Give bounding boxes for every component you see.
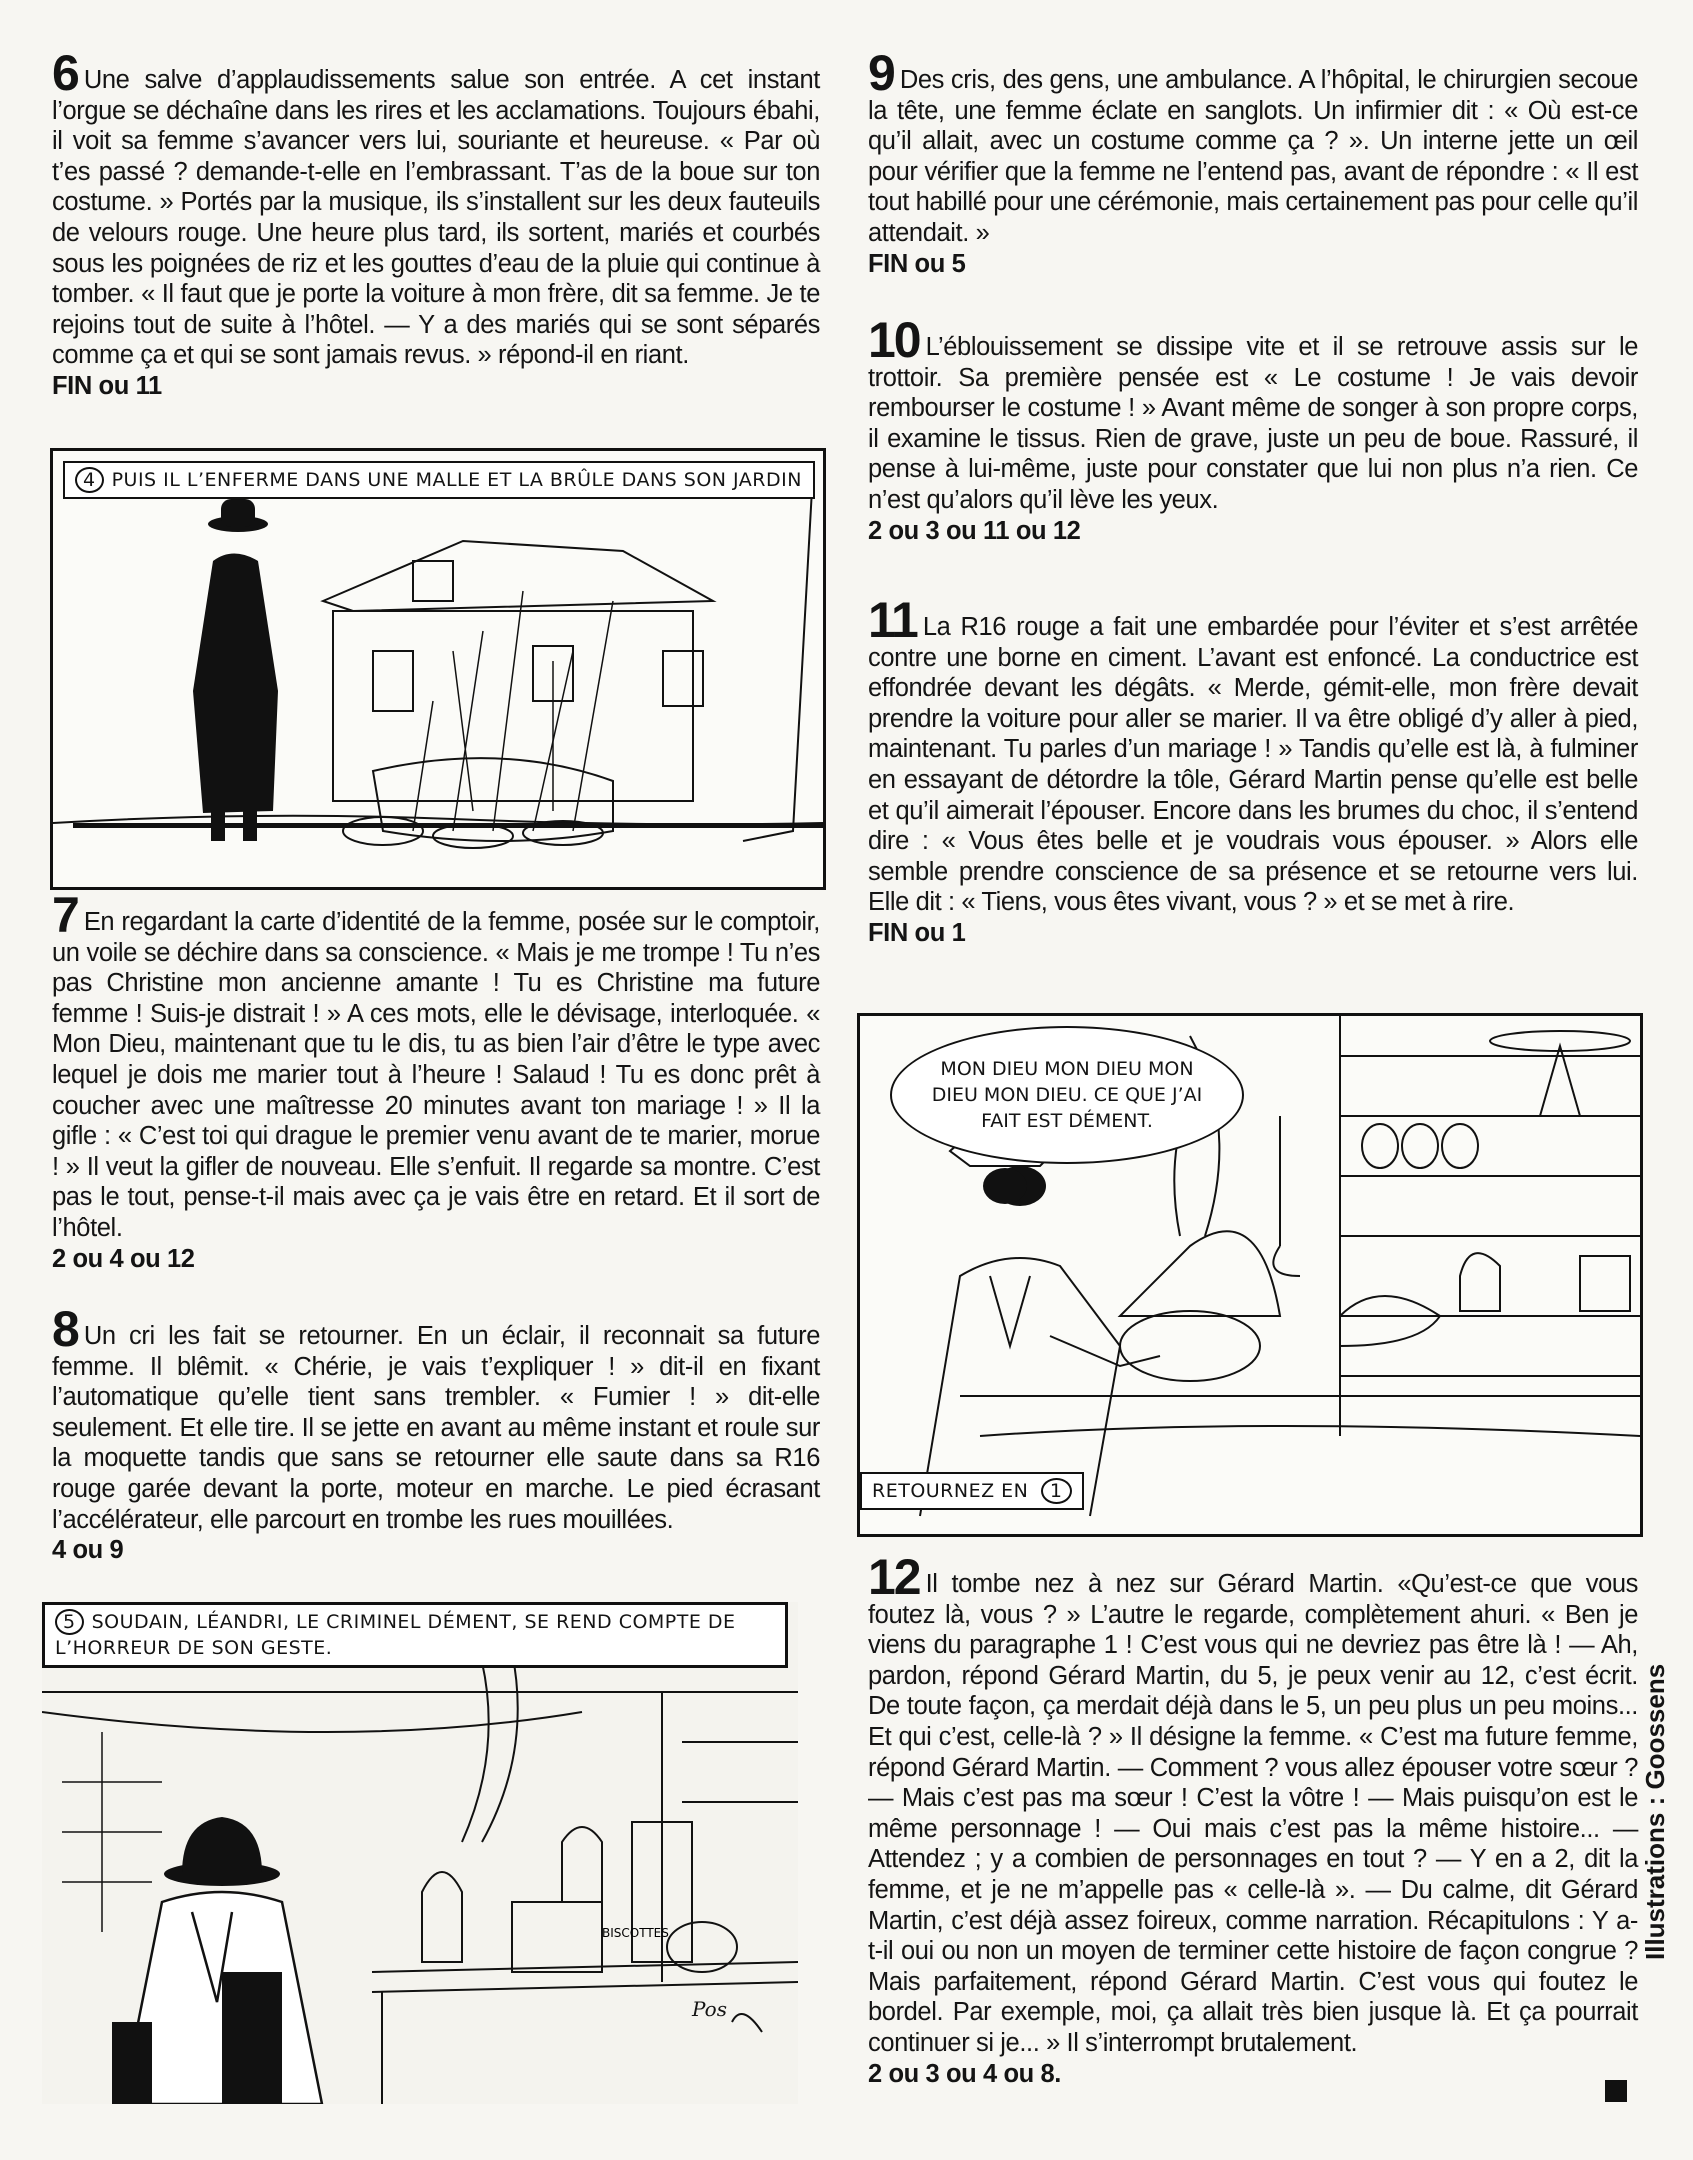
- paragraph-number: 6: [52, 45, 78, 101]
- kitchen-despair-illustration: [42, 1602, 798, 2104]
- choice-links[interactable]: FIN ou 1: [868, 918, 966, 947]
- paragraph-number: 10: [868, 312, 920, 368]
- paragraph-text: En regardant la carte d’identité de la femme, posée sur le comptoir, un voile se déchire dans sa conscience. « Mais je me trompe ! Tu n’es pas Christine mon ancienne amante ! Tu es Christine ma future femme ! Suis-je distrait ! » A ces mots, elle le dévisage, interloquée. « Mon Dieu, maintenant que tu le dis, tu as bien l’air d’être le type avec lequel je dois me marier tout à l’heure ! Salaud ! Tu es donc prêt à coucher avec une maîtresse 20 minutes avant ton mariage ! » Il la gifle : « C’est toi qui drague le premier venu avant de te marier, morue ! » Il veut la gifler de nouveau. Elle s’enfuit. Il regarde sa montre. C’est pas le tout, pense-t-il mais avec ça je vais être en retard. Et il sort de l’hôtel.: [52, 908, 820, 1242]
- paragraph-10: [868, 312, 1638, 546]
- paragraph-11: [868, 592, 1638, 949]
- paragraph-number: 8: [52, 1301, 78, 1357]
- paragraph-text: Des cris, des gens, une ambulance. A l’hôpital, le chirurgien secoue la tête, une femme éclate en sanglots. Un infirmier dit : « Où est-ce qu’il allait, avec un costume comme ça ? ». Un interne jette un œil pour vérifier que la femme ne l’entend pas, avant de répondre : « Il est tout habillé pour une cérémonie, mais certainement pas pour celle qu’il attendait. »: [868, 66, 1638, 247]
- paragraph-text: L’éblouissement se dissipe vite et il se retrouve assis sur le trottoir. Sa première pensée est « Le costume ! Je vais devoir rembourser le costume ! » Avant même de songer à son propre corps, il examine le tissus. Rien de grave, juste un peu de boue. Rassuré, il pense à lui-même, juste pour constater que lui non plus n’a rien. Ce n’est qu’alors qu’il lève les yeux.: [868, 333, 1638, 514]
- paragraph-text: La R16 rouge a fait une embardée pour l’éviter et s’est arrêtée contre une borne en ciment. L’avant est enfoncé. La conductrice est effondrée devant les dégâts. « Merde, gémit-elle, mon frère devait prendre la voiture pour aller se marier. Il va être obligé d’y aller à pied, maintenant. Tu parles d’un mariage ! » Tandis qu’elle est là, à fulminer en essayant de détordre la tôle, Gérard Martin pense qu’elle est belle et qu’il aimerait l’épouser. Encore dans les brumes du choc, il s’entend dire : « Vous êtes belle et je voudrais vous épouser. » Alors elle semble prendre conscience de sa présence et se retourne vers lui. Elle dit : « Tiens, vous êtes vivant, vous ? » et se met à rire.: [868, 613, 1638, 917]
- panel-caption: [42, 1602, 788, 1668]
- choice-links[interactable]: 4 ou 9: [52, 1536, 124, 1565]
- choice-links[interactable]: FIN ou 5: [868, 249, 966, 278]
- paragraph-text: Une salve d’applaudissements salue son entrée. A cet instant l’orgue se déchaîne dans les rires et les acclamations. Toujours ébahi, il voit sa femme s’avancer vers lui, souriante et heureuse. « Par où t’es passé ? demande-t-elle en l’embrassant. T’as de la boue sur ton costume. » Portés par la musique, ils s’installent sur les deux fauteuils de velours rouge. Une heure plus tard, ils sortent, mariés et courbés sous les poignées de riz et les gouttes d’eau de la pluie qui continue à tomber. « Il faut que je porte la voiture à mon frère, dit sa femme. Je te rejoins tout de suite à l’hôtel. — Y a des mariés qui se sont séparés comme ça et qui se sont jamais revus. » répond-il en riant.: [52, 66, 820, 370]
- paragraph-7: [52, 887, 820, 1274]
- paragraph-text: Il tombe nez à nez sur Gérard Martin. «Qu’est-ce que vous foutez là, vous ? » L’autre le regarde, complètement ahuri. « Ben je viens du paragraphe 1 ! C’est vous qui ne devriez pas être là ! — Ah, pardon, répond Gérard Martin, du 5, je peux venir au 12, c’est écrit. De toute façon, ça merdait déjà dans le 5, un peu plus un peu moins... Et qui c’est, celle-là ? » Il désigne la femme. « C’est ma future femme, répond Gérard Martin. — Comment ? vous allez épouser votre sœur ? — Mais c’est pas ma sœur ! C’est la vôtre ! — Mais puisqu’on est le même personnage ! — Oui mais c’est pas la même histoire... — Attendez ; y a combien de personnages en tout ? — Y en a 2, dit la femme, et je ne m’appelle pas « celle-là ». — Du calme, dit Gérard Martin, c’est déjà assez foireux, comme narration. Récapitulons : Y a-t-il oui ou non un moyen de terminer cette histoire de façon congrue ? Mais parfaitement, répond Gérard Martin. C’est vous qui foutez le bordel. Par exemple, moi, ça allait très bien jusque là. Et ça pourrait continuer si je... » Il s’interrompt brutalement.: [868, 1570, 1638, 2057]
- illustration-credit: Illustrations : Goossens: [1640, 1663, 1670, 1960]
- caption-number: 4: [75, 467, 104, 493]
- burning-trunk-illustration: [53, 451, 823, 887]
- choice-links[interactable]: 2 ou 3 ou 11 ou 12: [868, 516, 1081, 545]
- paragraph-text: Un cri les fait se retourner. En un éclair, il reconnait sa future femme. Il blêmit. « Chérie, je vais t’expliquer ! » dit-il en fixant l’automatique qu’elle tient sans trembler. « Fumier ! » dit-elle seulement. Et elle tire. Il se jette en avant au même instant et roule sur la moquette tandis que sans se retourner elle saute dans sa R16 rouge garée devant la porte, moteur en marche. Le pied écrasant l’accélérateur, elle parcourt en trombe les rues mouillées.: [52, 1322, 820, 1534]
- illustration-panel-5: [42, 1602, 798, 2104]
- illustration-panel-4: [50, 448, 826, 890]
- paragraph-6: [52, 45, 820, 402]
- illustration-panel-right: [857, 1013, 1643, 1537]
- paragraph-8: [52, 1301, 820, 1566]
- paragraph-9: [868, 45, 1638, 279]
- choice-links[interactable]: FIN ou 11: [52, 371, 162, 400]
- paragraph-number: 9: [868, 45, 894, 101]
- choice-links[interactable]: 2 ou 4 ou 12: [52, 1244, 195, 1273]
- caption-text: SOUDAIN, LÉANDRI, LE CRIMINEL DÉMENT, SE REND COMPTE DE L’HORREUR DE SON GESTE.: [55, 1611, 736, 1659]
- paragraph-number: 11: [868, 592, 917, 648]
- caption-text: PUIS IL L’ENFERME DANS UNE MALLE ET LA BRÛLE DANS SON JARDIN: [111, 469, 802, 491]
- caption-number: 1: [1041, 1478, 1072, 1504]
- caption-number: 5: [55, 1609, 84, 1635]
- end-of-article-mark: [1605, 2080, 1627, 2102]
- caption-text: RETOURNEZ EN: [872, 1480, 1029, 1502]
- speech-bubble: MON DIEU MON DIEU MON DIEU MON DIEU. CE QUE J’AI FAIT EST DÉMENT.: [890, 1026, 1244, 1164]
- paragraph-12: [868, 1549, 1638, 2089]
- artist-signature: Pos: [692, 1997, 727, 2021]
- choice-links[interactable]: 2 ou 3 ou 4 ou 8.: [868, 2059, 1061, 2088]
- panel-caption: [63, 461, 815, 499]
- panel-caption: [860, 1472, 1084, 1510]
- paragraph-number: 7: [52, 887, 78, 943]
- paragraph-number: 12: [868, 1549, 920, 1605]
- biscottes-label: BISCOTTES: [602, 1926, 669, 1940]
